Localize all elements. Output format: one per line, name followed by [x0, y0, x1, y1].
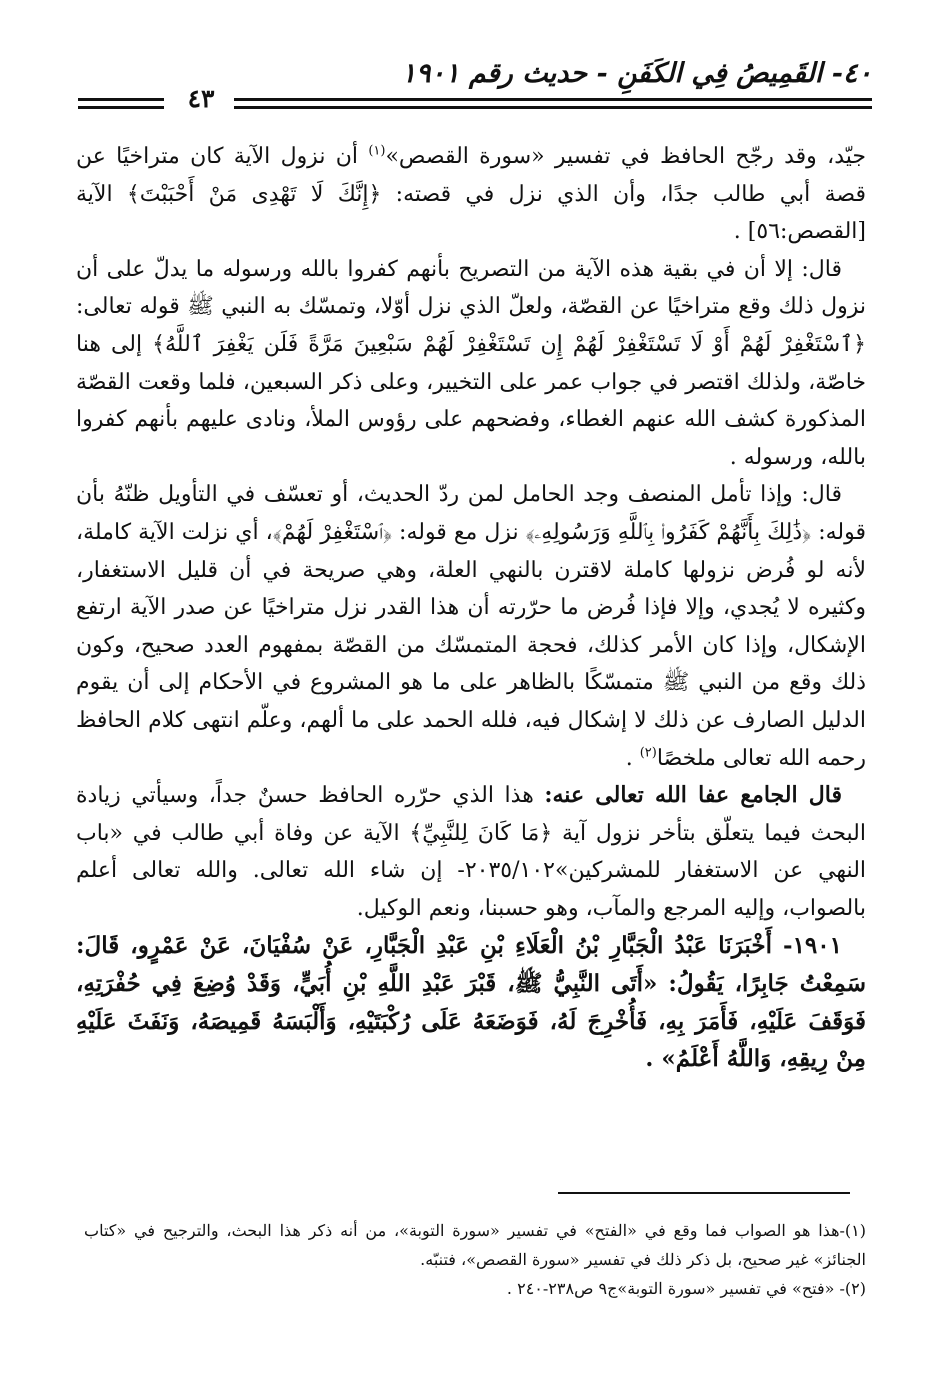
main-text [76, 138, 866, 1078]
page-number: ٤٣ [187, 84, 215, 113]
header-rule [234, 106, 872, 109]
paragraph-text: هذا الذي حرّره الحافظ حسنٌ جداً، وسيأتي زيادة البحث فيما يتعلّق بتأخر نزول آية ﴿مَا كَانَ لِلنَّبِيِّ﴾ الآية عن وفاة أبي طالب في «باب النهي عن الاستغفار للمشركين»٢٠٣٥/١٠٢- إن شاء الله تعالى. والله تعالى أعلم بالصواب، وإليه المرجع والمآب، وهو حسبنا، ونعم الوكيل. [76, 783, 867, 921]
footnote-2: (٢)- «فتح» في تفسير «سورة التوبة»ج٩ ص٢٣٨-٢٤٠ . [506, 1279, 866, 1298]
paragraph [76, 777, 866, 927]
paragraph-text: . [625, 745, 640, 771]
hadith-text: ١٩٠١- أَخْبَرَنَا عَبْدُ الْجَبَّارِ بْنُ الْعَلَاءِ بْنِ عَبْدِ الْجَبَّارِ، عَنْ سُفْيَانَ، عَنْ عَمْرٍو، قَالَ: سَمِعْتُ جَابِرًا، يَقُولُ: «أَتَى النَّبِيُّ ﷺ، قَبْرَ عَبْدِ اللَّهِ بْنِ أُبَيٍّ، وَقَدْ وُضِعَ فِي حُفْرَتِهِ، فَوَقَفَ عَلَيْهِ، فَأَمَرَ بِهِ، فَأُخْرِجَ لَهُ، فَوَضَعَهُ عَلَى رُكْبَتَيْهِ، وَأَلْبَسَهُ قَمِيصَهُ، وَنَفَثَ عَلَيْهِ مِنْ رِيقِهِ، وَاللَّهُ أَعْلَمُ» . [76, 932, 866, 1073]
paragraph-text: قال: وإذا تأمل المنصف وجد الحامل لمن ردّ الحديث، أو تعسّف في التأويل ظنّهُ بأن قوله: ﴿ذَٰلِكَ بِأَنَّهُمْ كَفَرُوا۟ بِٱللَّهِ وَرَسُولِهِۦ﴾ نزل مع قوله: ﴿ٱسْتَغْفِرْ لَهُمْ﴾، أي نزلت الآية كاملة، لأنه لو فُرض نزولها كاملة لاقترن بالنهي العلة، وهي صريحة في أن قليل الاستغفار، وكثيره لا يُجدي، وإلا فإذا فُرض ما حرّرته أن هذا القدر نزل متراخيًا عن صدر الآية ارتفع الإشكال، وإذا كان الأمر كذلك، فحجة المتمسّك من القصّة بمفهوم العدد صحيح، وكون ذلك وقع من النبي ﷺ متمسّكًا بالظاهر على ما هو المشروع في الأحكام إلى أن يقوم الدليل الصارف عن ذلك لا إشكال فيه، فلله الحمد على ما ألهم، وعلّم انتهى كلام الحافظ رحمه الله تعالى ملخصًا [76, 482, 866, 771]
paragraph-text: أن نزول الآية كان متراخيًا عن قصة أبي طالب جدًا، وأن الذي نزل في قصته: ﴿إِنَّكَ لَا تَهْدِى مَنْ أَحْبَبْتَ﴾ الآية [القصص:٥٦] . [76, 144, 866, 245]
paragraph [76, 476, 866, 777]
header-rule [78, 98, 164, 101]
running-title: ٤٠- القَمِيصُ فِي الكَفَنِ - حديث رقم ١٩٠١ [401, 58, 872, 89]
paragraph [76, 138, 866, 251]
page-header [78, 52, 872, 112]
footnote-separator [558, 1192, 850, 1194]
header-rule [234, 98, 872, 101]
footnote-reference[interactable]: (٢) [639, 745, 657, 761]
paragraph-text: جيّد، وقد رجّح الحافظ في تفسير «سورة القصص» [385, 144, 866, 169]
paragraph: قال: إلا أن في بقية هذه الآية من التصريح بأنهم كفروا بالله ورسوله ما يدلّ على أن نزول ذلك وقع متراخيًا عن القصّة، ولعلّ الذي نزل أوّلا، وتمسّك به النبي ﷺ قوله تعالى: ﴿ٱسْتَغْفِرْ لَهُمْ أَوْ لَا تَسْتَغْفِرْ لَهُمْ إِن تَسْتَغْفِرْ لَهُمْ سَبْعِينَ مَرَّةً فَلَن يَغْفِرَ ٱللَّهُ﴾ إلى هنا خاصّة، ولذلك اقتصر في جواب عمر على التخيير، وعلى ذكر السبعين، فلما وقعت القصّة المذكورة كشف الله عنهم الغطاء، وفضحهم على رؤوس الملأ، ونادى عليهم بأنهم كفروا بالله، ورسوله . [76, 256, 866, 470]
footnote-1: (١)-هذا هو الصواب فما وقع في «الفتح» في تفسير «سورة التوبة»، من أنه ذكر هذا البحث، والترجيح في «كتاب الجنائز» غير صحيح، بل ذكر ذلك في تفسير «سورة القصص»، فتنبّه. [84, 1221, 866, 1269]
footnotes [84, 1216, 866, 1303]
header-rule [78, 106, 164, 109]
footnote-reference[interactable]: (١) [368, 143, 386, 159]
compiler-note-label: قال الجامع عفا الله تعالى عنه: [544, 782, 843, 809]
